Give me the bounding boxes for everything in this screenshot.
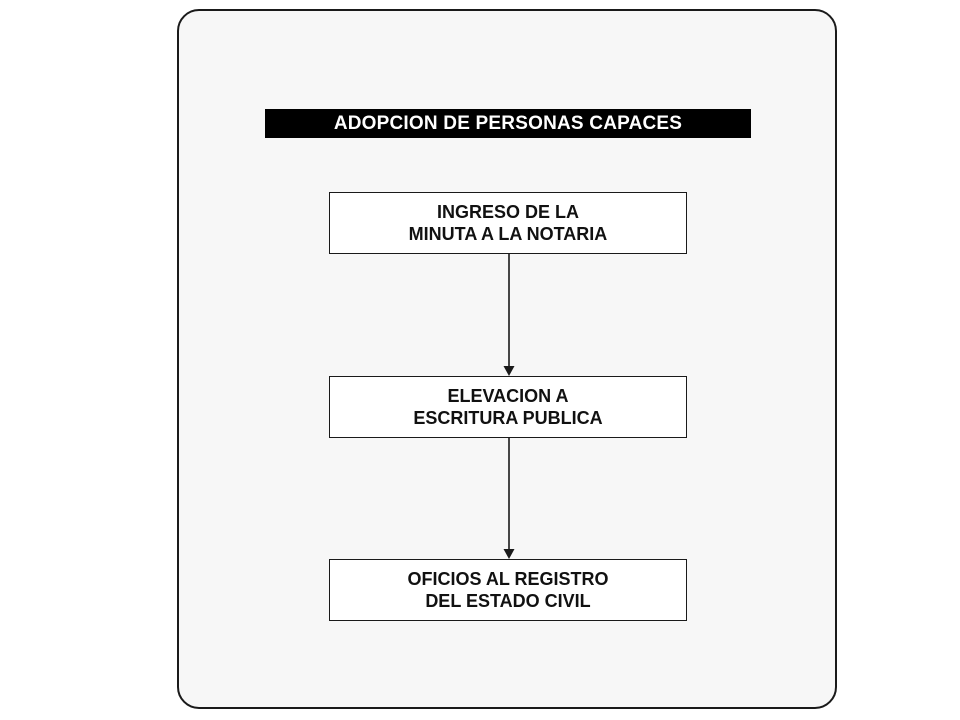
- step-box-label-line-2: ESCRITURA PUBLICA: [413, 408, 603, 428]
- step-box-elevacion-escritura: [329, 376, 687, 438]
- step-box-label-line-2: DEL ESTADO CIVIL: [425, 591, 591, 611]
- step-box-oficios-registro: [329, 559, 687, 621]
- step-box-label-line-1: ELEVACION A: [447, 386, 569, 406]
- step-box-label-line-1: INGRESO DE LA: [436, 202, 579, 222]
- step-box-label-line-1: OFICIOS AL REGISTRO: [407, 569, 609, 589]
- step-box-ingreso-minuta: [329, 192, 687, 254]
- step-box-label-line-2: MINUTA A LA NOTARIA: [408, 224, 608, 244]
- diagram-title: ADOPCION DE PERSONAS CAPACES: [265, 109, 751, 138]
